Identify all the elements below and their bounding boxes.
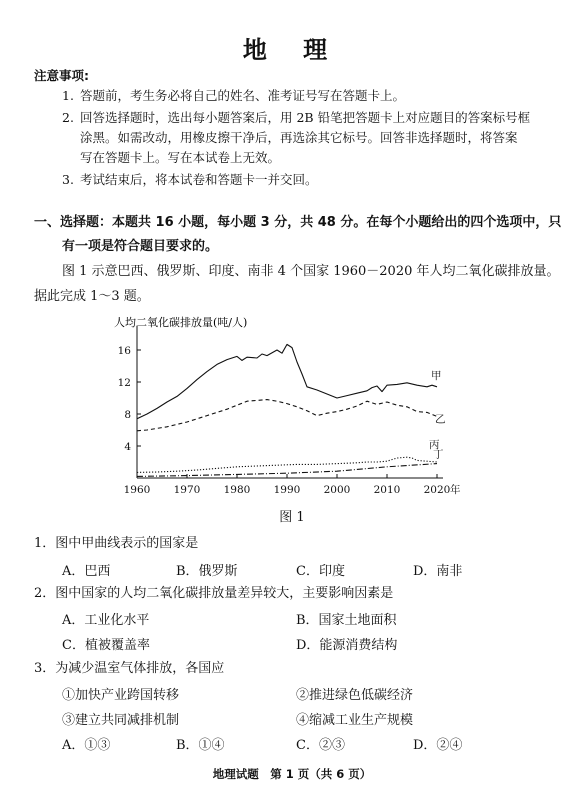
x-tick-label: 2000 [323,484,351,496]
page-footer: 地理试题 第 1 页（共 6 页） [212,767,372,781]
question-3-statement-3: ③建立共同减排机制 [62,713,180,728]
notice-item-2-line-2: 涂黑。如需改动，用橡皮擦干净后，再选涂其它标号。回答非选择题时，将答案 [80,130,518,145]
question-1-stem: 1．图中甲曲线表示的国家是 [34,536,199,551]
notice-heading: 注意事项: [34,68,89,83]
question-2-option-c[interactable]: C．植被覆盖率 [62,638,150,653]
x-tick-label: 2020 [423,484,451,496]
series-label-2: 乙 [435,413,446,426]
notice-item-2-line-3: 写在答题卡上。写在本试卷上无效。 [80,150,281,165]
series-line-3 [137,457,437,472]
y-tick-label: 4 [124,441,131,453]
series-label-1: 甲 [431,369,442,382]
question-1-option-b[interactable]: B．俄罗斯 [176,564,238,579]
section-heading-line-1: 一、选择题：本题共 16 小题，每小题 3 分，共 48 分。在每个小题给出的四个选项中，只 [34,215,562,230]
question-1-option-d[interactable]: D．南非 [413,564,463,579]
y-tick-label: 12 [117,377,131,389]
question-3-option-c[interactable]: C．②③ [296,738,345,753]
x-tick-label: 1990 [273,484,301,496]
y-tick-label: 8 [124,409,131,421]
question-2-stem: 2．图中国家的人均二氧化碳排放量差异较大，主要影响因素是 [34,586,394,601]
x-tick-label: 1970 [173,484,201,496]
emission-line-chart [100,312,480,532]
question-2-option-d[interactable]: D．能源消费结构 [296,638,398,653]
notice-item-3-number: 3. [62,172,74,187]
question-3-option-a[interactable]: A．①③ [62,738,111,753]
question-2-option-a[interactable]: A．工业化水平 [62,613,150,628]
question-3-statement-2: ②推进绿色低碳经济 [296,688,414,703]
y-tick-label: 16 [117,345,131,357]
x-tick-label: 1960 [123,484,151,496]
question-3-option-d[interactable]: D．②④ [413,738,463,753]
series-line-1 [137,344,437,418]
series-line-2 [137,400,437,431]
question-1-option-a[interactable]: A．巴西 [62,564,111,579]
question-3-statement-4: ④缩减工业生产规模 [296,713,414,728]
question-3-stem: 3．为减少温室气体排放，各国应 [34,661,225,676]
notice-item-3-text: 考试结束后，将本试卷和答题卡一并交回。 [80,172,318,187]
series-label-3: 丙 [429,439,440,451]
x-tick-label: 1980 [223,484,251,496]
notice-item-2-line-1: 回答选择题时，选出每小题答案后，用 2B 铅笔把答题卡上对应题目的答案标号框 [80,110,531,125]
page-title: 地 理 [242,35,342,64]
section-heading-line-2: 有一项是符合题目要求的。 [62,239,219,254]
notice-item-2-number: 2. [62,110,74,125]
intro-line-2: 据此完成 1～3 题。 [34,289,150,304]
question-1-option-c[interactable]: C．印度 [296,564,345,579]
question-3-statement-1: ①加快产业跨国转移 [62,688,180,703]
x-axis-unit: 年 [450,484,461,496]
notice-item-1-text: 答题前，考生务必将自己的姓名、准考证号写在答题卡上。 [80,88,406,103]
series-label-4: 丁 [433,448,444,461]
intro-line-1: 图 1 示意巴西、俄罗斯、印度、南非 4 个国家 1960－2020 年人均二氧化碳排放量。 [62,264,560,279]
figure-caption: 图 1 [279,510,305,525]
question-2-option-b[interactable]: B．国家土地面积 [296,613,397,628]
chart-y-axis-label: 人均二氧化碳排放量(吨/人) [114,316,248,329]
x-tick-label: 2010 [373,484,401,496]
notice-item-1-number: 1. [62,88,74,103]
question-3-option-b[interactable]: B．①④ [176,738,225,753]
